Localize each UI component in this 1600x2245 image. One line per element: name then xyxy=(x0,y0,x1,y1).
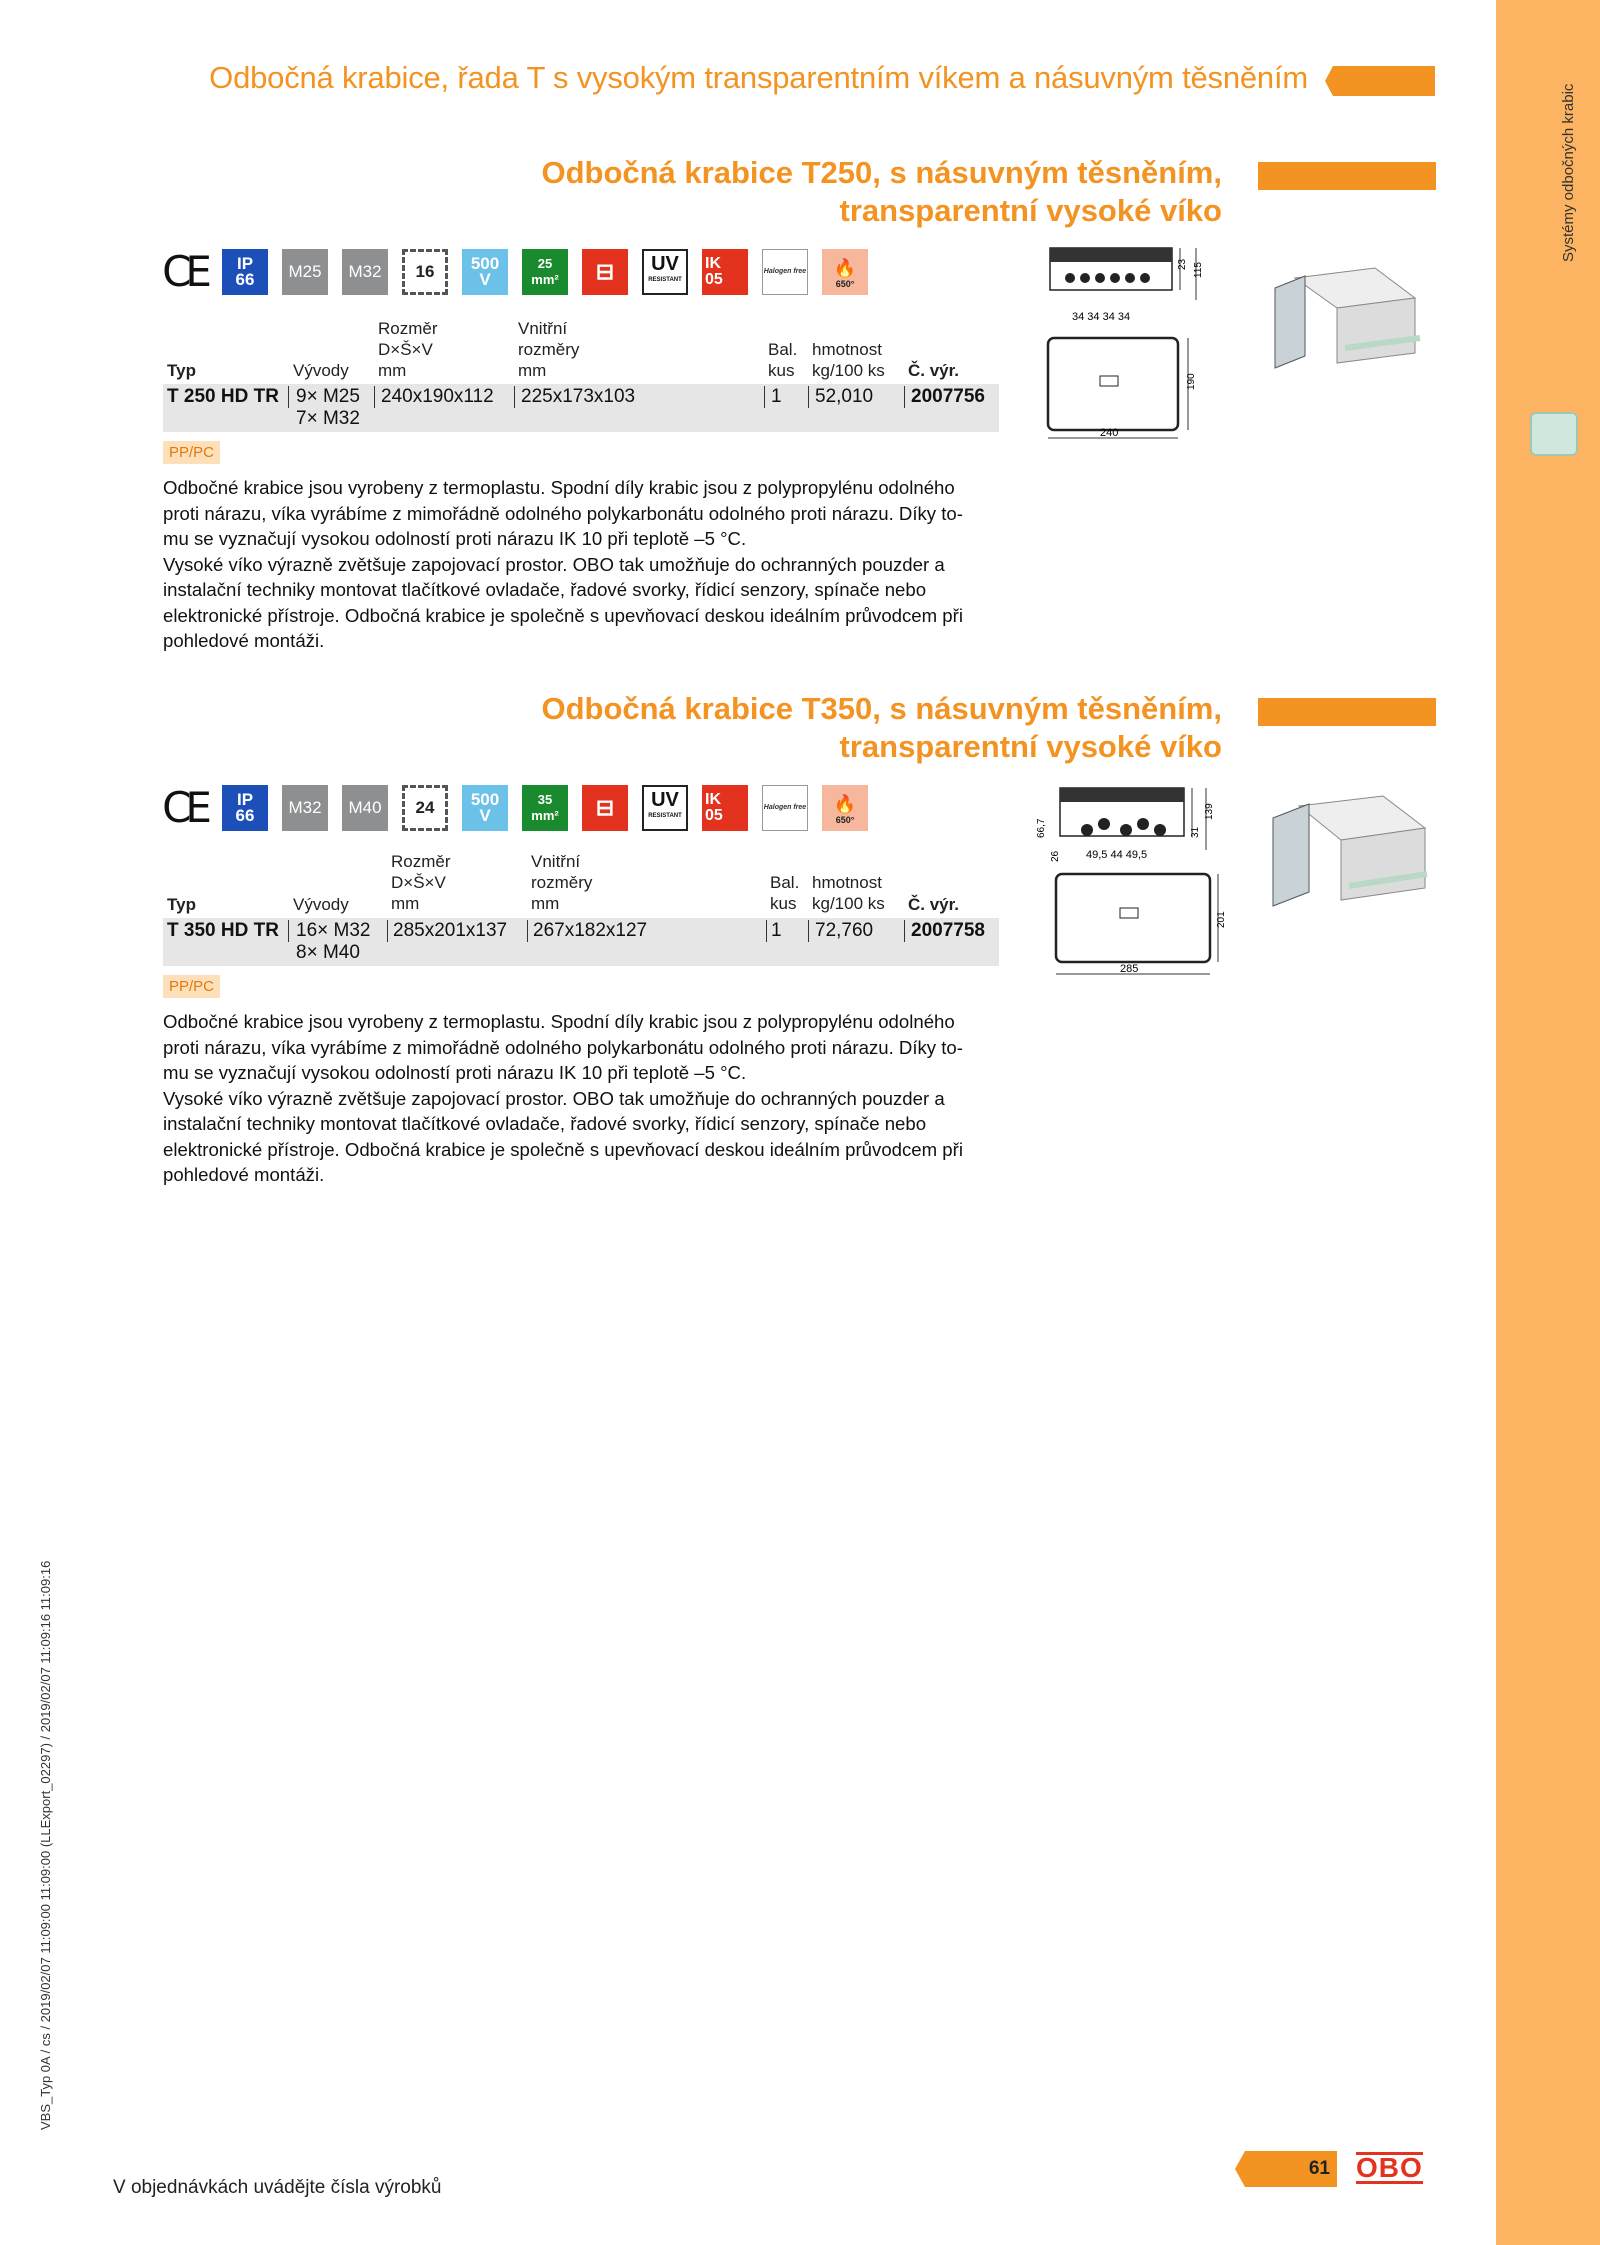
cell-divider xyxy=(527,920,528,942)
cell-divider xyxy=(764,386,765,408)
section-title-t350: Odbočná krabice T350, s násuvným těsněním, transparentní vysoké víko xyxy=(541,691,1222,764)
thread-m25-icon: M25 xyxy=(282,249,328,295)
installation-tool-icon: ⊟ xyxy=(582,785,628,831)
side-rail xyxy=(1496,0,1600,2245)
cell-divider xyxy=(288,386,289,408)
header-arrow-marker xyxy=(1325,66,1435,96)
cell-bal: 1 xyxy=(771,920,782,941)
ce-mark-icon: CE xyxy=(162,783,206,832)
entries-count-icon: 24 xyxy=(402,785,448,831)
col-header-hmotnost: hmotnost kg/100 ks xyxy=(812,873,885,913)
col-header-cvyr: Č. výr. xyxy=(908,361,960,380)
section-bar xyxy=(1258,698,1436,726)
cell-divider xyxy=(514,386,515,408)
svg-text:190: 190 xyxy=(1186,373,1197,390)
cell-rozmer: 285x201x137 xyxy=(393,920,508,941)
svg-text:139: 139 xyxy=(1204,803,1215,820)
uv-resistant-icon: UV RESISTANT xyxy=(642,785,688,831)
section-bar xyxy=(1258,162,1436,190)
material-badge: PP/PC xyxy=(163,441,220,464)
col-header-bal: Bal. kus xyxy=(768,340,798,380)
cell-typ: T 350 HD TR xyxy=(167,920,279,941)
installation-tool-icon: ⊟ xyxy=(582,249,628,295)
technical-drawing-t350 xyxy=(1030,778,1230,983)
page-header-title: Odbočná krabice, řada T s vysokým transparentním víkem a násuvným těsněním xyxy=(209,60,1308,95)
col-header-rozmer: Rozměr D×Š×V mm xyxy=(378,319,438,380)
col-header-bal: Bal. kus xyxy=(770,873,800,913)
col-header-cvyr: Č. výr. xyxy=(908,895,960,914)
col-header-vnitrni: Vnitřní rozměry mm xyxy=(518,319,580,380)
svg-text:115: 115 xyxy=(1193,262,1204,278)
product-photo-t250 xyxy=(1265,258,1427,378)
technical-drawing-t250 xyxy=(1040,240,1230,450)
rail-label: Systémy odbočných krabic xyxy=(1560,83,1577,262)
cross-section-icon: 35 mm² xyxy=(522,785,568,831)
section-description: Odbočné krabice jsou vyrobeny z termoplastu. Spodní díly krabic jsou z polypropylénu odolného proti nárazu, víka vyrábíme z mimořádně odolného polykarbonátu odolného proti nárazu. Díky to- mu se vyznačují vysokou odolností proti nárazu IK 10 při teplotě –5 °C. Vysoké víko výrazně zvětšuje zapojovací prostor. OBO tak umožňuje do ochranných pouzder a instalační techniky montovat tlačítkové ovladače, řadové svorky, řídicí senzory, spínače nebo elektronické přístroje. Odbočná krabice je společně s upevňovací deskou ideálním průvodcem při pohledové montáži. xyxy=(163,1011,963,1185)
svg-text:201: 201 xyxy=(1216,911,1227,928)
cell-divider xyxy=(288,920,289,942)
svg-text:49,5 44 49,5: 49,5 44 49,5 xyxy=(1086,849,1148,861)
cell-divider xyxy=(808,920,809,942)
ip-rating-icon: IP 66 xyxy=(222,249,268,295)
cell-divider xyxy=(766,920,767,942)
cell-typ: T 250 HD TR xyxy=(167,386,279,407)
entries-count-icon: 16 xyxy=(402,249,448,295)
svg-text:66,7: 66,7 xyxy=(1036,818,1047,838)
svg-text:23: 23 xyxy=(1177,258,1188,270)
cell-divider xyxy=(374,386,375,408)
col-header-hmotnost: hmotnost kg/100 ks xyxy=(812,340,885,380)
rail-product-thumbnail[interactable] xyxy=(1530,412,1578,456)
cross-section-icon: 25 mm² xyxy=(522,249,568,295)
glow-wire-fire-icon: 🔥 650° xyxy=(822,249,868,295)
svg-text:31: 31 xyxy=(1190,826,1201,838)
col-header-vyvody: Vývody xyxy=(293,361,349,380)
halogen-free-icon: Halogen free xyxy=(762,785,808,831)
col-header-rozmer: Rozměr D×Š×V mm xyxy=(391,852,451,913)
halogen-free-icon: Halogen free xyxy=(762,249,808,295)
section-title-t250: Odbočná krabice T250, s násuvným těsněním, transparentní vysoké víko xyxy=(541,155,1222,228)
ip-rating-icon: IP 66 xyxy=(222,785,268,831)
svg-text:26: 26 xyxy=(1050,850,1061,862)
cell-vnitrni: 267x182x127 xyxy=(533,920,648,941)
col-header-typ: Typ xyxy=(167,895,196,914)
uv-resistant-icon: UV RESISTANT xyxy=(642,249,688,295)
cell-bal: 1 xyxy=(771,386,782,407)
glow-wire-fire-icon: 🔥 650° xyxy=(822,785,868,831)
svg-text:285: 285 xyxy=(1120,963,1139,975)
cell-vyvody: 16× M32 8× M40 xyxy=(296,920,371,963)
voltage-icon: 500 V xyxy=(462,249,508,295)
cell-vyvody: 9× M25 7× M32 xyxy=(296,386,360,429)
material-badge: PP/PC xyxy=(163,975,220,998)
cell-divider xyxy=(904,386,905,408)
thread-m40-icon: M40 xyxy=(342,785,388,831)
voltage-icon: 500 V xyxy=(462,785,508,831)
print-metadata: VBS_Typ 0A / cs / 2019/02/07 11:09:00 11:09:00 (LLExport_02297) / 2019/02/07 11:09:16 11:09:16 xyxy=(38,1560,53,2130)
thread-m32-icon: M32 xyxy=(342,249,388,295)
thread-m32-icon: M32 xyxy=(282,785,328,831)
col-header-vnitrni: Vnitřní rozměry mm xyxy=(531,852,593,913)
certification-icons xyxy=(160,247,882,297)
svg-text:34 34 34 34: 34 34 34 34 xyxy=(1072,311,1131,323)
impact-rating-icon: IK 05 xyxy=(702,249,748,295)
cell-hmotnost: 52,010 xyxy=(815,386,874,407)
impact-rating-icon: IK 05 xyxy=(702,785,748,831)
cell-cvyr[interactable]: 2007758 xyxy=(911,920,985,941)
col-header-typ: Typ xyxy=(167,361,196,380)
cell-hmotnost: 72,760 xyxy=(815,920,874,941)
cell-divider xyxy=(904,920,905,942)
footer-note: V objednávkách uvádějte čísla výrobků xyxy=(113,2177,442,2198)
certification-icons xyxy=(160,783,882,833)
col-header-vyvody: Vývody xyxy=(293,895,349,914)
svg-text:240: 240 xyxy=(1100,427,1119,439)
cell-rozmer: 240x190x112 xyxy=(381,386,494,407)
ce-mark-icon: CE xyxy=(162,247,206,296)
cell-cvyr[interactable]: 2007756 xyxy=(911,386,985,407)
product-photo-t350 xyxy=(1265,788,1433,916)
obo-logo: OBO xyxy=(1356,2152,1423,2183)
cell-vnitrni: 225x173x103 xyxy=(521,386,636,407)
cell-divider xyxy=(808,386,809,408)
cell-divider xyxy=(387,920,388,942)
page-number: 61 xyxy=(1308,2158,1330,2179)
section-description: Odbočné krabice jsou vyrobeny z termoplastu. Spodní díly krabic jsou z polypropylénu odolného proti nárazu, víka vyrábíme z mimořádně odolného polykarbonátu odolného proti nárazu. Díky to- mu se vyznačují vysokou odolností proti nárazu IK 10 při teplotě –5 °C. Vysoké víko výrazně zvětšuje zapojovací prostor. OBO tak umožňuje do ochranných pouzder a instalační techniky montovat tlačítkové ovladače, řadové svorky, řídicí senzory, spínače nebo elektronické přístroje. Odbočná krabice je společně s upevňovací deskou ideálním průvodcem při pohledové montáži. xyxy=(163,477,963,651)
